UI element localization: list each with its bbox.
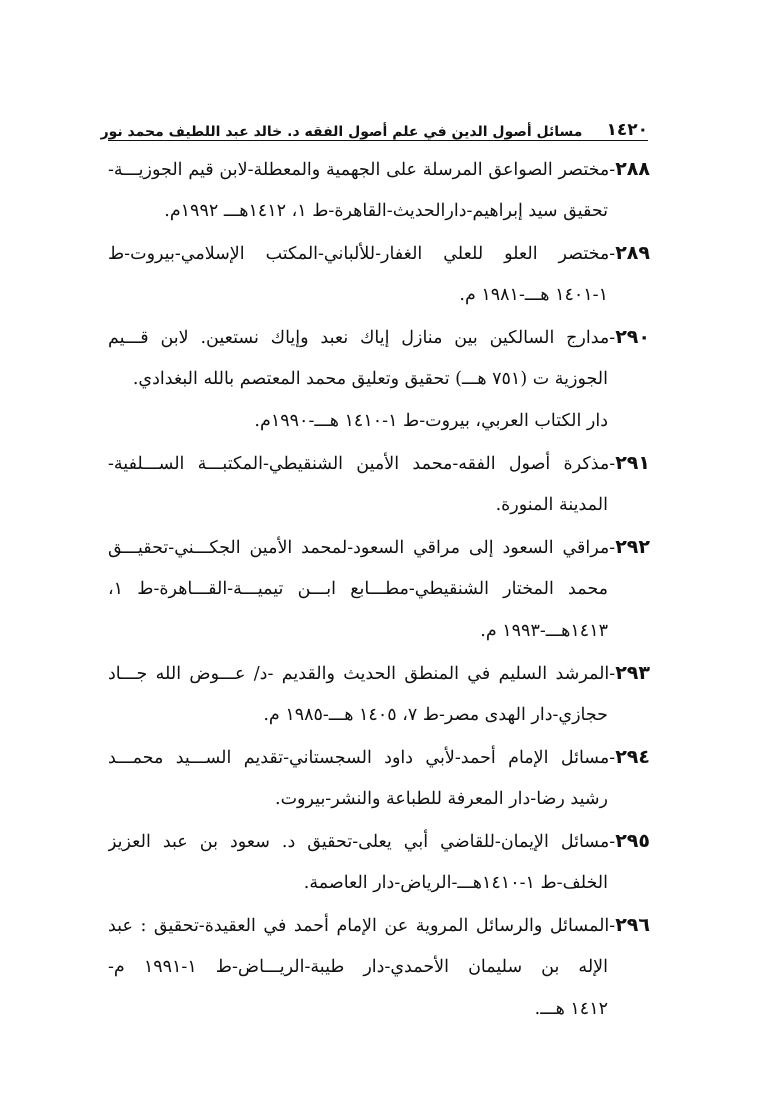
bibliography-entry-line xyxy=(108,904,650,946)
bibliography-entry-line xyxy=(108,400,650,442)
entry-text: حجازي-دار الهدى مصر-ط ٧، ١٤٠٥ هـــ-١٩٨٥ م. xyxy=(263,705,608,725)
entry-text: -مسائل الإيمان-للقاضي أبي يعلى-تحقيق د. سعود بن عبد العزيز xyxy=(108,832,616,852)
bibliography-entry-line xyxy=(108,484,650,526)
entry-text: المدينة المنورة. xyxy=(495,495,608,515)
entry-text: -المسائل والرسائل المروية عن الإمام أحمد في العقيدة-تحقيق : عبد xyxy=(108,916,616,936)
entry-number: ٢٩٠ xyxy=(615,326,650,348)
bibliography-entry-line xyxy=(108,862,650,904)
entry-text: ١٤١٢ هـــ. xyxy=(534,999,608,1019)
entry-text: -مراقي السعود إلى مراقي السعود-لمحمد الأمين الجكـــني-تحقيـــق xyxy=(108,538,616,558)
entry-text: -مدارج السالكين بين منازل إياك نعبد وإياك نستعين. لابن قـــيم xyxy=(108,328,616,348)
running-title: مسائل أصول الدين في علم أصول الفقه د. خالد عبد اللطيف محمد نور xyxy=(100,124,583,140)
entry-text: تحقيق سيد إبراهيم-دارالحديث-القاهرة-ط ١، ١٤١٢هـــ ١٩٩٢م. xyxy=(164,201,608,221)
entry-number: ٢٩٥ xyxy=(615,830,650,852)
bibliography-entry-line xyxy=(108,652,650,694)
entry-text: دار الكتاب العربي، بيروت-ط ١-١٤١٠ هـــ-١٩٩٠م. xyxy=(254,411,608,431)
entry-text: الخلف-ط ١-١٤١٠هـــ-الرياض-دار العاصمة. xyxy=(303,873,608,893)
bibliography-entry-line xyxy=(108,988,650,1030)
entry-text: -مختصر الصواعق المرسلة على الجهمية والمعطلة-لابن قيم الجوزيـــة- xyxy=(108,160,616,180)
entry-text: الإله بن سليمان الأحمدي-دار طيبة-الريـــاض-ط ١-١٩٩١ م- xyxy=(108,957,608,977)
entry-text: -المرشد السليم في المنطق الحديث والقديم -د/ عـــوض الله جـــاد xyxy=(108,664,616,684)
bibliography-list xyxy=(108,148,650,1030)
entry-text: رشيد رضا-دار المعرفة للطباعة والنشر-بيروت. xyxy=(275,789,608,809)
entry-number: ٢٩٤ xyxy=(615,746,650,768)
entry-text: الجوزية ت (٧٥١ هـــ) تحقيق وتعليق محمد المعتصم بالله البغدادي. xyxy=(132,369,608,389)
entry-number: ٢٩١ xyxy=(615,452,650,474)
bibliography-entry-line xyxy=(108,316,650,358)
entry-text: -مسائل الإمام أحمد-لأبي داود السجستاني-تقديم الســـيد محمـــد xyxy=(108,748,616,768)
bibliography-entry-line xyxy=(108,442,650,484)
bibliography-entry-line xyxy=(108,820,650,862)
bibliography-entry-line xyxy=(108,946,650,988)
bibliography-entry-line xyxy=(108,190,650,232)
entry-number: ٢٨٨ xyxy=(615,158,650,180)
bibliography-entry-line xyxy=(108,232,650,274)
bibliography-entry-line xyxy=(108,274,650,316)
entry-text: -مذكرة أصول الفقه-محمد الأمين الشنقيطي-المكتبـــة الســـلفية- xyxy=(108,454,616,474)
entry-number: ٢٩٣ xyxy=(615,662,650,684)
bibliography-entry-line xyxy=(108,148,650,190)
page-number: ١٤٢٠ xyxy=(606,120,648,140)
entry-number: ٢٩٢ xyxy=(615,536,650,558)
bibliography-entry-line xyxy=(108,694,650,736)
entry-number: ٢٩٦ xyxy=(615,914,650,936)
entry-text: ١-١٤٠١ هـــ-١٩٨١ م. xyxy=(459,285,608,305)
bibliography-entry-line xyxy=(108,610,650,652)
bibliography-entry-line xyxy=(108,568,650,610)
bibliography-entry-line xyxy=(108,526,650,568)
page-header xyxy=(100,114,648,141)
entry-number: ٢٨٩ xyxy=(615,242,650,264)
bibliography-entry-line xyxy=(108,778,650,820)
entry-text: ١٤١٣هـــ-١٩٩٣ م. xyxy=(480,621,608,641)
entry-text: محمد المختار الشنقيطي-مطـــابع ابـــن تيميـــة-القـــاهرة-ط ١، xyxy=(108,579,608,599)
bibliography-entry-line xyxy=(108,358,650,400)
entry-text: -مختصر العلو للعلي الغفار-للألباني-المكتب الإسلامي-بيروت-ط xyxy=(108,244,616,264)
bibliography-entry-line xyxy=(108,736,650,778)
